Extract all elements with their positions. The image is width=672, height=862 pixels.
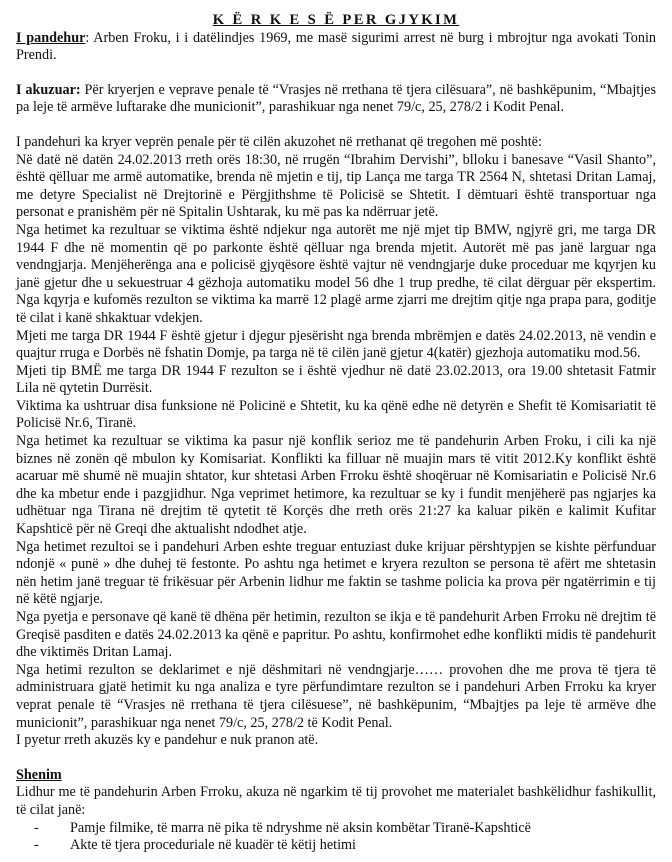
body-paragraph: Nga pyetja e personave që kanë të dhëna për hetimin, rezulton se ikja e të pandehurit Arben Frroku në drejtim të Greqisë pasditen e datës 24.02.2013 ka qënë e papritur. Po ashtu, konfirmohet edhe konflikti midis të pandehurit dhe viktimës Dritan Lamaj. bbox=[16, 609, 656, 661]
document-title: K Ë R K E S Ë PER GJYKIM bbox=[212, 12, 460, 28]
akuzuar-label: I akuzuar: bbox=[16, 81, 81, 98]
body-paragraph: Nga hetimet ka rezultuar se viktima është ndjekur nga autorët me një mjet tip BMW, ngjyrë gri, me targa DR 1944 F dhe në momentin që po parkonte është qëlluar nga brenda mjetit. Autorët më pas janë larguar nga vendngjarja. Menjëherëngа ana e policisë gjyqësore është vajtur në vendngjarje duke proceduar me kqyrjen ku janë gjetur dhe u sekuestruar 4 gëzhoja automatiku model 56 dhe 1 trup predhe, të cilat dërguar për ekspertim. Nga kqyrja e kufomës rezulton se viktima ka marrë 12 plagë arme zjarri me drejtim qitje nga prapa para, goditje të cilat i kanë shkaktuar vdekjen. bbox=[16, 221, 656, 326]
list-item bbox=[34, 820, 656, 838]
body-paragraph: Mjeti me targa DR 1944 F është gjetur i djegur pjesërisht nga brenda mbrëmjen e datës 24.02.2013, në vendin e quajtur rruga e Dorbës në fshatin Domje, pa targa në të cilën janë gjetur 4(katër) gjezhoja automatiku mod.56. bbox=[16, 327, 656, 362]
list-dash: - bbox=[34, 819, 39, 836]
list-item bbox=[34, 837, 656, 855]
akuzuar-text: Për kryerjen e veprave penale të “Vrasjes në rrethana të tjera cilësuara”, në bashkëpunim, “Mbajtjes pa leje të armëve luftarake dhe municionit”, parashikuar nga nenet 79/c, 25, 278/2 i Kodit Penal. bbox=[16, 81, 656, 116]
body-paragraph: Nga hetimet rezultoi se i pandehuri Arben eshte treguar entuziast duke krijuar përshtypjen se kishte përfunduar ndonjë « punë » dhe duhej të festonte. Po ashtu nga hetimet e kryera rezulton se persona të afërt me shtetasin nën hetim janë treguar të frikësuar për Arbenin lidhur me faktin se tashme policia ka prova për ngatërrimin e tij në këtë ngjarje. bbox=[16, 538, 656, 608]
evidence-list bbox=[16, 820, 656, 855]
body-paragraph: Nga hetimi rezulton se deklarimet e një dëshmitari në vendngjarje…… provohen dhe me prova të tjera të administruara gjatë hetimit ku nga analiza e tyre përfundimtare rezulton se i pandehuri Arben Frroku ka kryer veprat penale të “Vrasjes në rrethana të tjera cilësuese”, në bashkëpunim, “Mbajtjes pa leje të armëve dhe municionit”, parashikuar nga nenet 79/c, 25, 278/2 të Kodit Penal. bbox=[16, 661, 656, 731]
body-paragraph: Nga hetimet ka rezultuar se viktima ka pasur një konflik serioz me të pandehurin Arben Froku, i cili ka një biznes në zonën që mbulon ky Komisariat. Konflikti ka filluar në muajin mars të vitit 2012.Ky konflikt është acaruar më shumë në muajin shtator, kur shtetasi Arben Frroku është shoqëruar në Komisariatin e Policisë Nr.6 dhe ka mbetur ende i pazgjidhur. Nga veprimet hetimore, ka rezultuar se ky i fundit menjëherë pas ngjarjes ka udhëtuar nga Tirana në drejtim të qytetit të Korçës dhe rreth orës 21:27 ka kaluar pikën e kalimit Kufitar Kapshticë për në Greqi dhe aktualisht ndodhet atje. bbox=[16, 433, 656, 538]
pandehur-label: I pandehur bbox=[16, 29, 86, 46]
list-dash: - bbox=[34, 837, 39, 854]
body-paragraph: I pyetur rreth akuzës ky e pandehur e nuk pranon atë. bbox=[16, 732, 319, 749]
pandehur-text: : Arben Froku, i i datëlindjes 1969, me masë sigurimi arrest në burg i mbrojtur nga avokati Tonin Prendi. bbox=[16, 29, 656, 64]
body-paragraph: Mjeti tip BMË me targa DR 1944 F rezulton se i është vjedhur në datë 23.02.2013, ora 19.00 shtetasit Fatmir Lila në qytetin Durrësit. bbox=[16, 362, 656, 397]
intro-paragraph: I pandehuri ka kryer veprën penale për të cilën akuzohet në rrethanat që tregohen më poshtë: bbox=[16, 133, 542, 150]
body-paragraph: Viktima ka ushtruar disa funksione në Policinë e Shtetit, ku ka qënë edhe në detyrën e Shefit të Komisariatit të Policisë Nr.6, Tiranë. bbox=[16, 397, 656, 432]
akuzuar-paragraph bbox=[16, 82, 656, 117]
list-item-text: Akte të tjera proceduriale në kuadër të këtij hetimi bbox=[70, 837, 356, 854]
shenim-text: Lidhur me të pandehurin Arben Frroku, akuza në ngarkim të tij provohet me materialet bashkëlidhur fashikullit, të cilat janë: bbox=[16, 784, 656, 818]
pandehur-paragraph bbox=[16, 30, 656, 65]
body-paragraph: Në datë në datën 24.02.2013 rreth orës 18:30, në rrugën “Ibrahim Dervishi”, blloku i banesave “Vasil Shanto”, është qëlluar me armë automatike, brenda në mjetin e tij, tip Lança me targa TR 2564 N, shtetasi Dritan Lamaj, me detyre Specialist në Drejtorinë e Përgjithshme të Policisë se Shtetit. I dëmtuari është transportuar nga personat e pranishëm për në Spitalin Ushtarak, ku më pas ka ndërruar jetë. bbox=[16, 151, 656, 221]
list-item-text: Pamje filmike, të marra në pika të ndryshme në aksin kombëtar Tiranë-Kapshticë bbox=[70, 819, 531, 836]
shenim-heading: Shenim bbox=[16, 766, 62, 783]
